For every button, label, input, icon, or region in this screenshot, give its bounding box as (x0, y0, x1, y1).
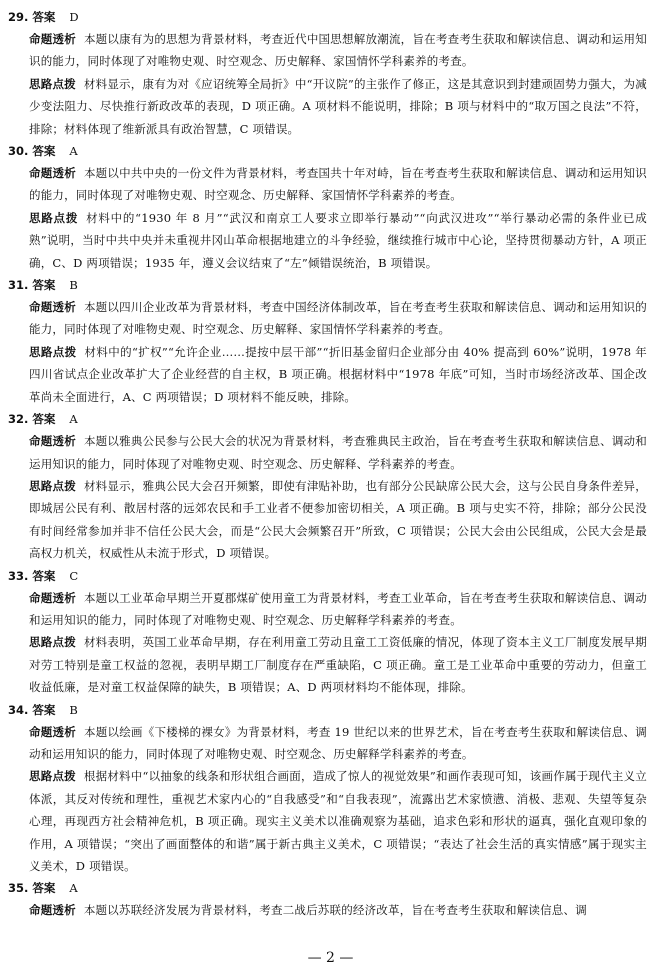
hint-paragraph (0, 341, 661, 408)
analysis-label: 命题透析 (29, 434, 76, 449)
question-block-35 (0, 877, 661, 921)
answer-value: A (69, 144, 78, 159)
analysis-paragraph (0, 721, 661, 766)
answer-label: 答案 (32, 10, 56, 24)
answer-value: C (69, 568, 79, 583)
analysis-paragraph (0, 430, 661, 475)
hint-label: 思路点拨 (29, 478, 76, 493)
analysis-label: 命题透析 (29, 590, 76, 605)
question-block-30 (0, 140, 661, 274)
analysis-paragraph (0, 899, 661, 921)
hint-text: 根据材料中“以抽象的线条和形状组合画面，造成了惊人的视觉效果”和画作表现可知，该画作属于现代主义立体派，其反对传统和理性，重视艺术家内心的“自我感受”和“自我表现”，流露出艺术家愤懑、消极、悲观、失望等复杂心理，再现西方社会精神危机，B 项正确。现实主义美术以准确观察为基础，追求色彩和形状的逼真，强化直观印象的作用，A 项错误；“突出了画面整体的和谐”属于新古典主义美术，C 项错误；“表达了社会生活的真实情感”属于现实主义美术，D 项错误。 (29, 769, 647, 873)
hint-label: 思路点拨 (29, 769, 76, 784)
question-header (0, 274, 661, 296)
analysis-text: 本题以绘画《下楼梯的裸女》为背景材料，考查 19 世纪以来的世界艺术，旨在考查考生获取和解读信息、调动和运用知识的能力，同时体现了对唯物史观、时空观念、历史解释学科素养的考查。 (29, 724, 647, 761)
question-header (0, 877, 661, 899)
question-header (0, 408, 661, 430)
hint-label: 思路点拨 (29, 344, 77, 359)
hint-paragraph (0, 73, 661, 140)
hint-text: 材料中的“扩权”“允许企业……提按中层干部”“折旧基金留归企业部分由 40% 提高到 60%”说明，1978 年四川省试点企业改革扩大了企业经营的自主权，B 项正确。根据材料中“1978 年底”可知，当时市场经济改革、国企改革尚未全面进行，A、C 两项错误；D 项材料不能反映，排除。 (29, 344, 647, 404)
question-block-33 (0, 565, 661, 699)
question-block-32 (0, 408, 661, 564)
hint-paragraph (0, 207, 661, 274)
hint-text: 材料中的“1930 年 8 月”“武汉和南京工人要求立即举行暴动”“向武汉进攻”“举行暴动必需的条件业已成熟”说明，当时中共中央并未重视井冈山革命根据地建立的斗争经验，继续推行城市中心论，坚持贯彻暴动方针，A 项正确，C、D 两项错误；1935 年，遵义会议结束了“左”倾错误统治，B 项错误。 (29, 210, 647, 270)
hint-text: 材料表明，英国工业革命早期，存在利用童工劳动且童工工资低廉的情况，体现了资本主义工厂制度发展早期对劳工特别是童工权益的忽视，表明早期工厂制度存在严重缺陷，C 项正确。童工是工业革命中重要的劳动力，但童工收益低廉，是对童工权益保障的缺失，B 项错误；A、D 两项材料均不能体现，排除。 (29, 635, 647, 695)
analysis-label: 命题透析 (29, 300, 76, 315)
analysis-paragraph (0, 587, 661, 632)
question-block-31 (0, 274, 661, 408)
question-header (0, 6, 661, 28)
analysis-text: 本题以中共中央的一份文件为背景材料，考查国共十年对峙，旨在考查考生获取和解读信息、调动和运用知识的能力，同时体现了对唯物史观、时空观念、历史解释、家国情怀学科素养的考查。 (29, 166, 647, 203)
answer-value: A (69, 881, 78, 896)
analysis-paragraph (0, 296, 661, 341)
analysis-paragraph (0, 162, 661, 207)
answer-value: D (69, 10, 79, 24)
question-header (0, 140, 661, 162)
answer-value: B (69, 278, 78, 293)
analysis-label: 命题透析 (29, 724, 76, 739)
analysis-label: 命题透析 (29, 166, 76, 181)
question-block-29 (0, 0, 661, 140)
answer-label: 答案 (32, 278, 56, 293)
hint-text: 材料显示，康有为对《应诏统筹全局折》中“开议院”的主张作了修正，这是其意识到封建顽固势力强大，为减少变法阻力、尽快推行新政改革的表现，D 项正确。A 项材料不能说明，排除；B 项与材料中的“取万国之良法”不符，排除；材料体现了维新派具有政治智慧，C 项错误。 (29, 76, 647, 136)
answer-label: 答案 (32, 568, 56, 583)
question-number: 34. (8, 702, 29, 717)
answer-label: 答案 (32, 144, 56, 159)
analysis-paragraph (0, 28, 661, 73)
answer-label: 答案 (32, 881, 56, 896)
question-header (0, 565, 661, 587)
answer-value: A (69, 412, 78, 427)
hint-label: 思路点拨 (29, 635, 76, 650)
answer-label: 答案 (32, 702, 56, 717)
question-block-34 (0, 699, 661, 878)
question-number: 35. (8, 881, 29, 896)
analysis-text: 本题以工业革命早期兰开夏郡煤矿使用童工为背景材料，考查工业革命，旨在考查考生获取和解读信息、调动和运用知识的能力，同时体现了对唯物史观、时空观念、历史解释学科素养的考查。 (29, 590, 647, 627)
hint-label: 思路点拨 (29, 210, 79, 225)
question-number: 33. (8, 568, 29, 583)
hint-paragraph (0, 475, 661, 565)
question-number: 29. (8, 10, 29, 24)
answer-label: 答案 (32, 412, 56, 427)
question-header (0, 699, 661, 721)
hint-text: 材料显示，雅典公民大会召开频繁，即使有津贴补助，也有部分公民缺席公民大会，这与公民自身条件差异，即城居公民有利、散居村落的远郊农民和手工业者不便参加密切相关，A 项正确。B 项与史实不符，排除；部分公民没有时间经常参加并非不信任公民大会，而是“公民大会频繁召开”所致，C 项错误；公民大会由公民组成，公民大会是最高权力机关，权威性从未流于形式，D 项错误。 (29, 478, 647, 561)
question-number: 31. (8, 278, 29, 293)
analysis-text: 本题以四川企业改革为背景材料，考查中国经济体制改革，旨在考查考生获取和解读信息、调动和运用知识的能力，同时体现了对唯物史观、时空观念、历史解释、家国情怀学科素养的考查。 (29, 300, 647, 337)
hint-paragraph (0, 631, 661, 698)
analysis-label: 命题透析 (29, 903, 76, 918)
analysis-text: 本题以雅典公民参与公民大会的状况为背景材料，考查雅典民主政治，旨在考查考生获取和解读信息、调动和运用知识的能力，同时体现了对唯物史观、时空观念、历史解释、学科素养的考查。 (29, 434, 647, 471)
hint-label: 思路点拨 (29, 76, 76, 91)
answer-value: B (69, 702, 78, 717)
hint-paragraph (0, 765, 661, 877)
question-number: 30. (8, 144, 29, 159)
analysis-text: 本题以苏联经济发展为背景材料，考查二战后苏联的经济改革，旨在考查考生获取和解读信息、调 (83, 903, 587, 918)
analysis-label: 命题透析 (29, 32, 76, 46)
question-number: 32. (8, 412, 29, 427)
page-number: — 2 — (307, 950, 354, 966)
analysis-text: 本题以康有为的思想为背景材料，考查近代中国思想解放潮流，旨在考查考生获取和解读信息、调动和运用知识的能力，同时体现了对唯物史观、时空观念、历史解释、家国情怀学科素养的考查。 (29, 32, 647, 69)
